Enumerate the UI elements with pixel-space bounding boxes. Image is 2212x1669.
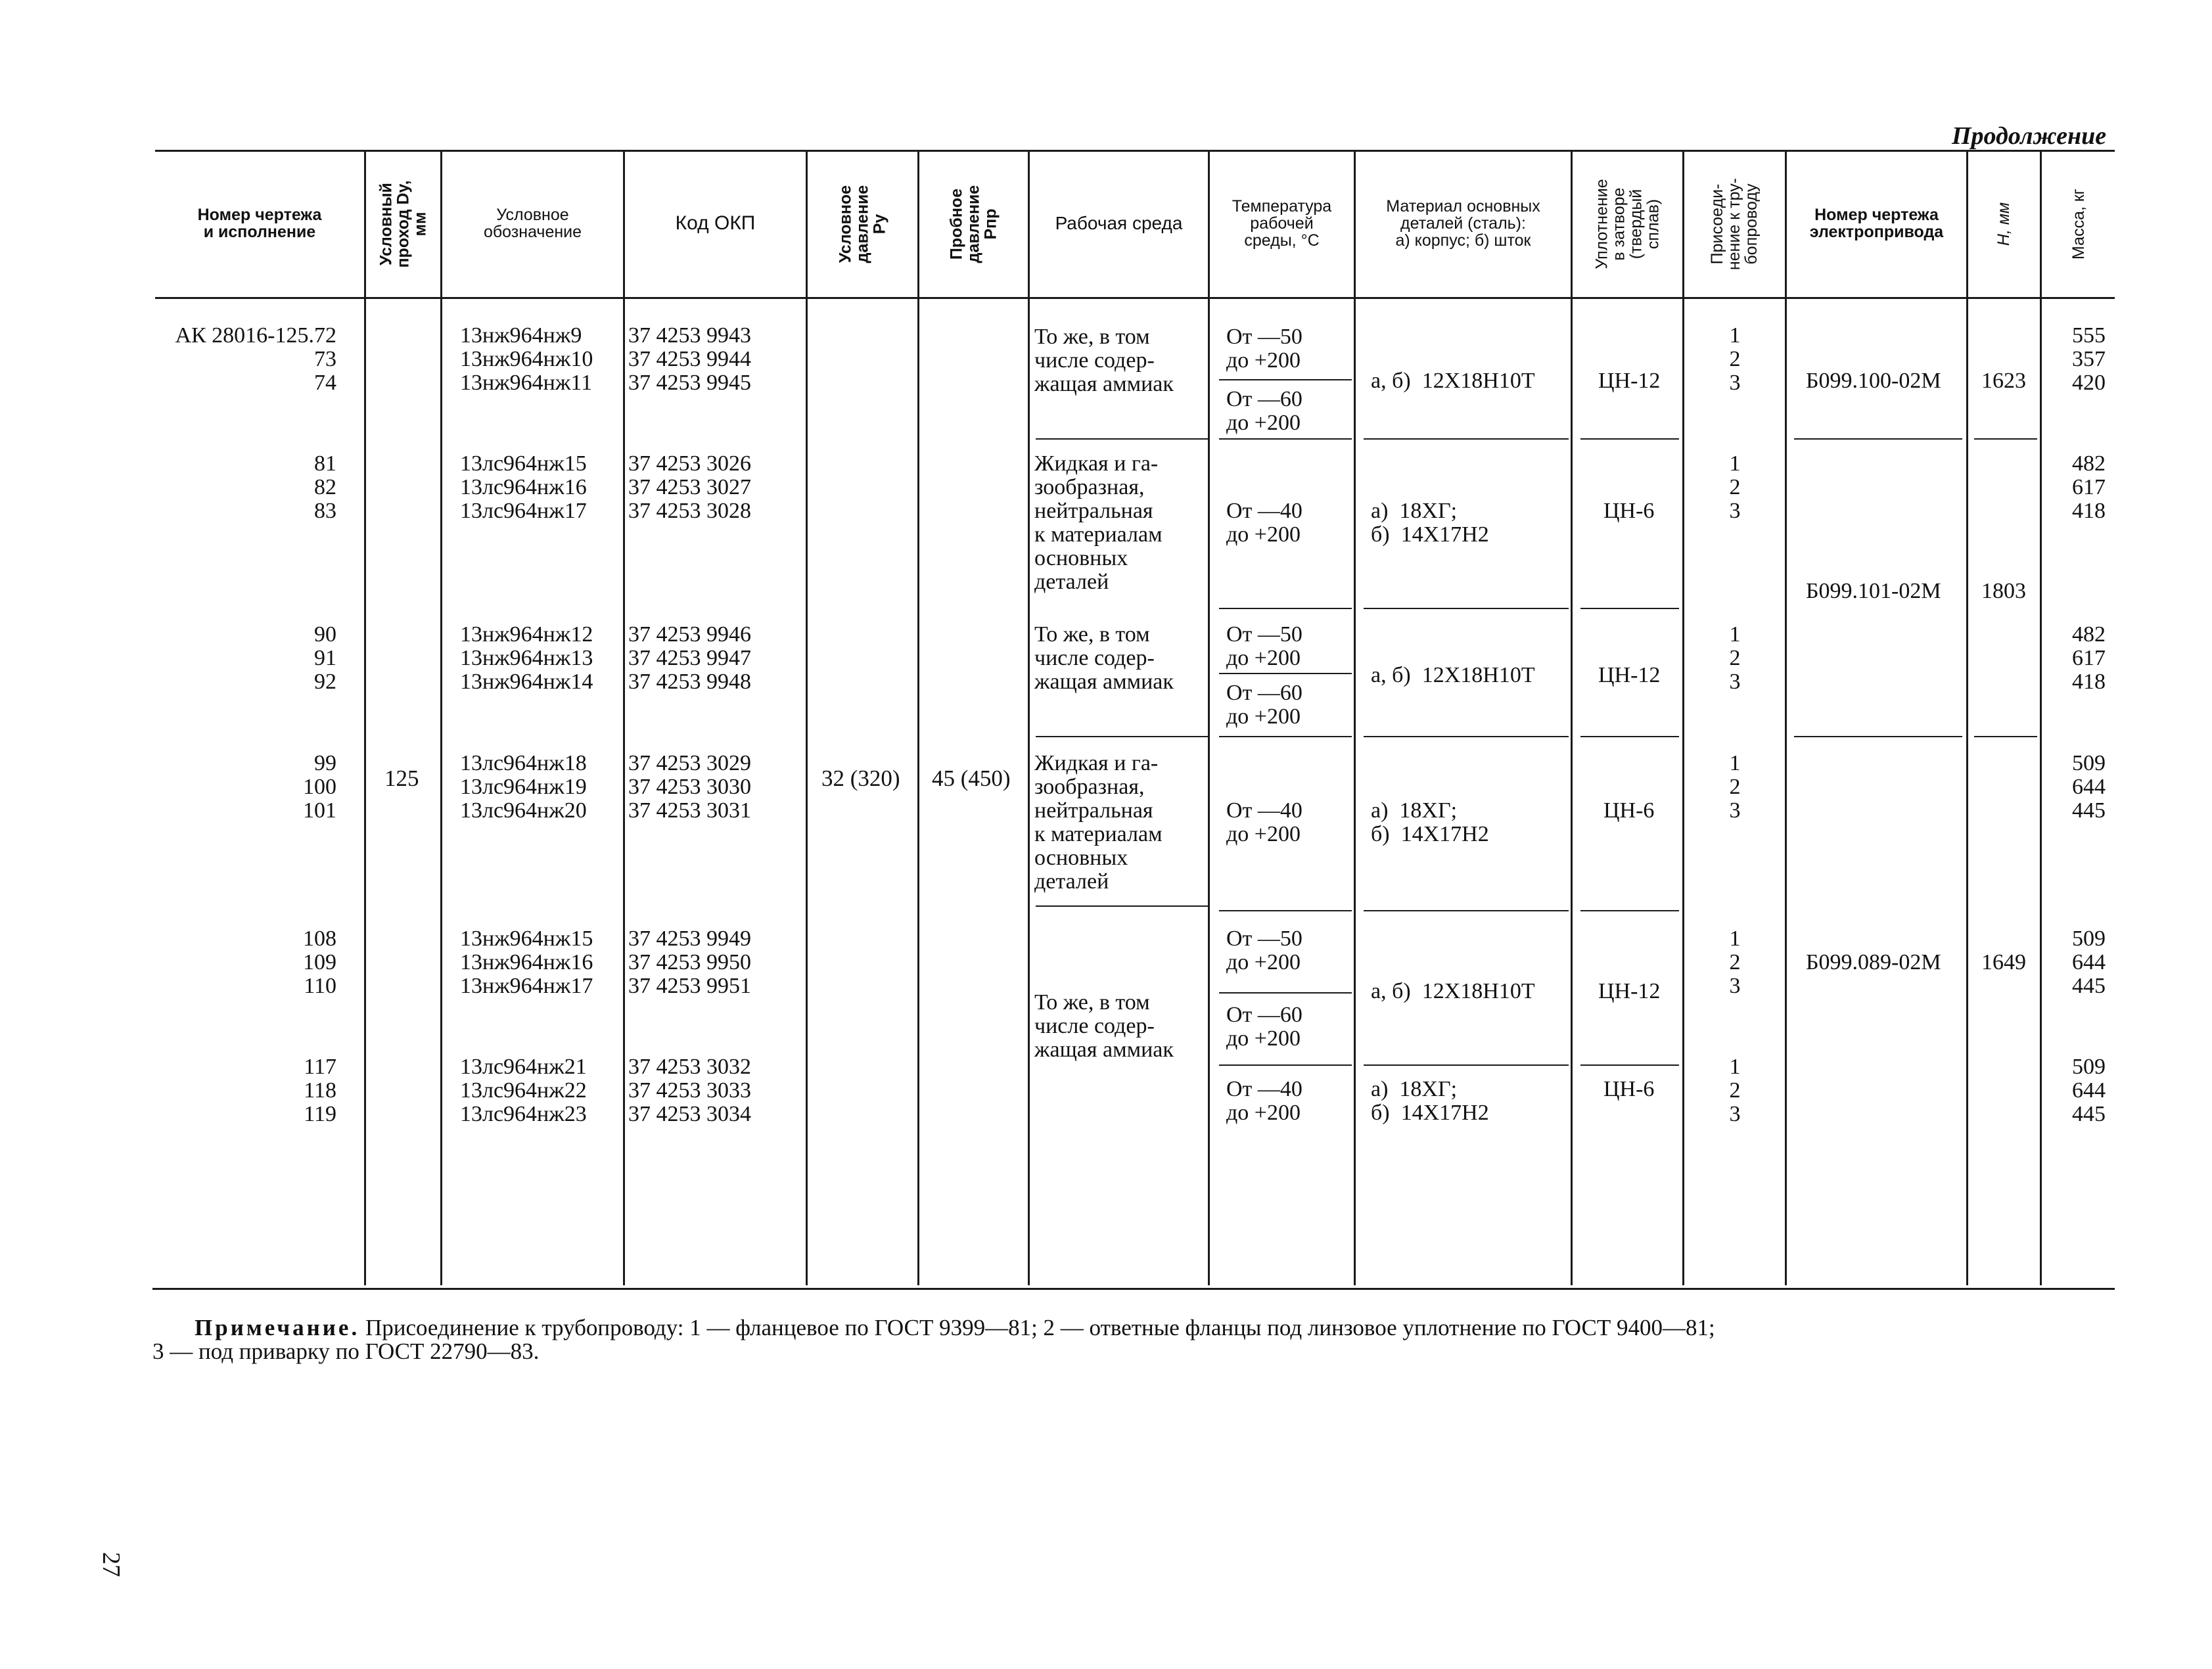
okp-code: 37 4253 3032 — [628, 1055, 751, 1079]
header-material: Материал основных деталей (сталь): а) корпус; б) шток — [1386, 197, 1540, 250]
connection-type: 3 — [1729, 798, 1741, 823]
okp-code: 37 4253 9943 — [628, 323, 751, 348]
cell-rule — [1364, 736, 1569, 737]
designation: 13нж964нж14 — [460, 670, 593, 694]
temperature: От —40 до +200 — [1226, 1077, 1302, 1125]
drive-height: 1623 — [1981, 369, 2026, 393]
okp-code: 37 4253 9945 — [628, 371, 751, 395]
drawing-number: 110 — [304, 974, 336, 998]
designation: 13нж964нж9 — [460, 323, 582, 348]
temperature: От —40 до +200 — [1226, 499, 1302, 547]
py-value: 32 (320) — [821, 766, 900, 791]
mass-value: 420 — [2072, 371, 2106, 395]
seal-material: ЦН-12 — [1598, 979, 1661, 1003]
column-divider — [806, 150, 808, 1285]
column-divider — [623, 150, 625, 1285]
material: а) 18ХГ; б) 14Х17Н2 — [1371, 1077, 1489, 1125]
cell-rule — [1580, 608, 1679, 609]
working-medium: Жидкая и га- зообразная, нейтральная к материалам основных деталей — [1034, 451, 1163, 594]
mass-value: 617 — [2072, 475, 2106, 499]
drawing-number: 73 — [314, 347, 336, 371]
drawing-number: 118 — [304, 1078, 336, 1103]
designation: 13лс964нж19 — [460, 775, 587, 799]
seal-material: ЦН-6 — [1603, 798, 1655, 823]
okp-code: 37 4253 3031 — [628, 798, 751, 823]
connection-type: 1 — [1729, 451, 1741, 476]
cell-rule — [1219, 379, 1352, 380]
designation: 13лс964нж23 — [460, 1102, 587, 1126]
connection-type: 3 — [1729, 974, 1741, 998]
drive-drawing: Б099.089-02М — [1806, 950, 1941, 974]
material: а, б) 12Х18Н10Т — [1371, 663, 1535, 687]
designation: 13лс964нж20 — [460, 798, 587, 823]
drawing-number: 81 — [314, 451, 336, 476]
column-divider — [440, 150, 442, 1285]
column-divider — [1966, 150, 1968, 1285]
header-drive: Номер чертежа электропривода — [1809, 206, 1944, 241]
mass-value: 418 — [2072, 670, 2106, 694]
drawing-number: 99 — [314, 751, 336, 775]
cell-rule — [1974, 736, 2037, 737]
cell-rule — [1580, 1064, 1679, 1066]
note-label: Примечание. — [195, 1315, 360, 1340]
designation: 13нж964нж12 — [460, 622, 593, 647]
designation: 13лс964нж15 — [460, 451, 587, 476]
mass-value: 509 — [2072, 1055, 2106, 1079]
designation: 13нж964нж10 — [460, 347, 593, 371]
mass-value: 644 — [2072, 1078, 2106, 1103]
temperature: От —50 до +200 — [1226, 926, 1302, 974]
temperature: От —60 до +200 — [1226, 387, 1302, 435]
mass-value: 445 — [2072, 974, 2106, 998]
working-medium: То же, в том числе содер- жащая аммиак — [1034, 622, 1174, 694]
temperature: От —50 до +200 — [1226, 325, 1302, 373]
header-connection: Присоеди- нение к тру- бопроводу — [1708, 177, 1761, 271]
mass-value: 617 — [2072, 646, 2106, 670]
note-line-2: 3 — под приварку по ГОСТ 22790—83. — [152, 1338, 540, 1364]
okp-code: 37 4253 3030 — [628, 775, 751, 799]
seal-material: ЦН-12 — [1598, 663, 1661, 687]
connection-type: 2 — [1729, 475, 1741, 499]
drawing-number: 117 — [304, 1055, 336, 1079]
drawing-number: 119 — [304, 1102, 336, 1126]
okp-code: 37 4253 3033 — [628, 1078, 751, 1103]
cell-rule — [1219, 438, 1352, 440]
material: а) 18ХГ; б) 14Х17Н2 — [1371, 499, 1489, 547]
connection-type: 2 — [1729, 347, 1741, 371]
designation: 13нж964нж15 — [460, 926, 593, 951]
connection-type: 2 — [1729, 950, 1741, 974]
column-divider — [1785, 150, 1787, 1285]
okp-code: 37 4253 3027 — [628, 475, 751, 499]
temperature: От —40 до +200 — [1226, 798, 1302, 846]
header-temp: Температура рабочей среды, °С — [1232, 197, 1332, 250]
drawing-number: 82 — [314, 475, 336, 499]
connection-type: 2 — [1729, 646, 1741, 670]
designation: 13нж964нж11 — [460, 371, 593, 395]
column-divider — [1354, 150, 1356, 1285]
drive-height: 1803 — [1981, 579, 2026, 603]
header-drawing: Номер чертежа и исполнение — [197, 206, 322, 241]
designation: 13лс964нж17 — [460, 499, 587, 523]
mass-value: 445 — [2072, 798, 2106, 823]
column-divider — [917, 150, 919, 1285]
cell-rule — [1794, 438, 1962, 440]
temperature: От —60 до +200 — [1226, 681, 1302, 729]
seal-material: ЦН-12 — [1598, 369, 1661, 393]
drive-height: 1649 — [1981, 950, 2026, 974]
mass-value: 509 — [2072, 926, 2106, 951]
material: а, б) 12Х18Н10Т — [1371, 979, 1535, 1003]
okp-code: 37 4253 3034 — [628, 1102, 751, 1126]
cell-rule — [1219, 1064, 1352, 1066]
temperature: От —60 до +200 — [1226, 1003, 1302, 1051]
page-title: Продолжение — [1952, 122, 2107, 150]
okp-code: 37 4253 9948 — [628, 670, 751, 694]
column-divider — [1571, 150, 1573, 1285]
connection-type: 1 — [1729, 1055, 1741, 1079]
table-bottom-rule — [152, 1288, 2115, 1290]
column-divider — [364, 150, 366, 1285]
okp-code: 37 4253 9944 — [628, 347, 751, 371]
header-seal: Уплотнение в затворе (твердый сплав) — [1592, 179, 1663, 269]
designation: 13нж964нж17 — [460, 974, 593, 998]
okp-code: 37 4253 3028 — [628, 499, 751, 523]
connection-type: 3 — [1729, 371, 1741, 395]
cell-rule — [1364, 438, 1569, 440]
seal-material: ЦН-6 — [1603, 499, 1655, 523]
mass-value: 509 — [2072, 751, 2106, 775]
header-okp: Код ОКП — [675, 212, 756, 234]
connection-type: 2 — [1729, 775, 1741, 799]
cell-rule — [1219, 673, 1352, 674]
drive-drawing: Б099.101-02М — [1806, 579, 1941, 603]
designation: 13нж964нж13 — [460, 646, 593, 670]
note-line-1 — [195, 1316, 1715, 1340]
cell-rule — [1219, 736, 1352, 737]
material: а, б) 12Х18Н10Т — [1371, 369, 1535, 393]
cell-rule — [1219, 992, 1352, 994]
mass-value: 445 — [2072, 1102, 2106, 1126]
okp-code: 37 4253 3029 — [628, 751, 751, 775]
working-medium: Жидкая и га- зообразная, нейтральная к материалам основных деталей — [1034, 751, 1163, 894]
mass-value: 644 — [2072, 775, 2106, 799]
cell-rule — [1036, 736, 1208, 737]
column-divider — [1682, 150, 1684, 1285]
designation: 13нж964нж16 — [460, 950, 593, 974]
mass-value: 482 — [2072, 622, 2106, 647]
header-ppr: Пробное давление Pпр — [947, 185, 1000, 263]
cell-rule — [1364, 608, 1569, 609]
cell-rule — [1036, 905, 1208, 907]
connection-type: 1 — [1729, 751, 1741, 775]
okp-code: 37 4253 9947 — [628, 646, 751, 670]
cell-rule — [1364, 910, 1569, 911]
cell-rule — [1974, 438, 2037, 440]
header-h: H, мм — [1994, 202, 2014, 246]
connection-type: 3 — [1729, 1102, 1741, 1126]
header-dn: Условный проход Dy, мм — [377, 180, 430, 268]
okp-code: 37 4253 9951 — [628, 974, 751, 998]
mass-value: 644 — [2072, 950, 2106, 974]
drawing-number: 101 — [303, 798, 336, 823]
cell-rule — [1794, 736, 1962, 737]
mass-value: 418 — [2072, 499, 2106, 523]
column-divider — [2040, 150, 2042, 1285]
mass-value: 357 — [2072, 347, 2106, 371]
header-designation: Условное обозначение — [483, 206, 582, 241]
seal-material: ЦН-6 — [1603, 1077, 1655, 1101]
note-text: Присоединение к трубопроводу: 1 — фланцевое по ГОСТ 9399—81; 2 — ответные фланцы под линзовое уплотнение по ГОСТ 9400—81; — [359, 1315, 1715, 1340]
cell-rule — [1580, 438, 1679, 440]
drawing-number: 74 — [314, 371, 336, 395]
connection-type: 2 — [1729, 1078, 1741, 1103]
okp-code: 37 4253 9949 — [628, 926, 751, 951]
table-header-rule — [155, 297, 2115, 299]
drawing-number: 90 — [314, 622, 336, 647]
cell-rule — [1364, 1064, 1569, 1066]
header-medium: Рабочая среда — [1055, 213, 1183, 233]
okp-code: 37 4253 9946 — [628, 622, 751, 647]
connection-type: 1 — [1729, 622, 1741, 647]
cell-rule — [1580, 910, 1679, 911]
drawing-number: 83 — [314, 499, 336, 523]
ppr-value: 45 (450) — [932, 766, 1011, 791]
page-number: 27 — [97, 1552, 125, 1577]
designation: 13лс964нж22 — [460, 1078, 587, 1103]
column-divider — [1208, 150, 1210, 1285]
drawing-number: АК 28016-125.72 — [175, 323, 336, 348]
cell-rule — [1219, 910, 1352, 911]
drawing-number: 109 — [303, 950, 336, 974]
designation: 13лс964нж21 — [460, 1055, 587, 1079]
material: а) 18ХГ; б) 14Х17Н2 — [1371, 798, 1489, 846]
drawing-number: 100 — [303, 775, 336, 799]
connection-type: 1 — [1729, 323, 1741, 348]
temperature: От —50 до +200 — [1226, 622, 1302, 670]
connection-type: 3 — [1729, 499, 1741, 523]
okp-code: 37 4253 3026 — [628, 451, 751, 476]
cell-rule — [1219, 608, 1352, 609]
working-medium: То же, в том числе содер- жащая аммиак — [1034, 990, 1174, 1062]
cell-rule — [1036, 438, 1208, 440]
header-mass: Масса, кг — [2069, 189, 2088, 260]
connection-type: 1 — [1729, 926, 1741, 951]
okp-code: 37 4253 9950 — [628, 950, 751, 974]
drive-drawing: Б099.100-02М — [1806, 369, 1941, 393]
cell-rule — [1580, 736, 1679, 737]
column-divider — [1028, 150, 1030, 1285]
working-medium: То же, в том числе содер- жащая аммиак — [1034, 325, 1174, 396]
drawing-number: 92 — [314, 670, 336, 694]
connection-type: 3 — [1729, 670, 1741, 694]
dn-value: 125 — [384, 766, 419, 791]
designation: 13лс964нж18 — [460, 751, 587, 775]
drawing-number: 91 — [314, 646, 336, 670]
mass-value: 482 — [2072, 451, 2106, 476]
header-py: Условное давление Py — [836, 185, 889, 263]
designation: 13лс964нж16 — [460, 475, 587, 499]
drawing-number: 108 — [303, 926, 336, 951]
mass-value: 555 — [2072, 323, 2106, 348]
